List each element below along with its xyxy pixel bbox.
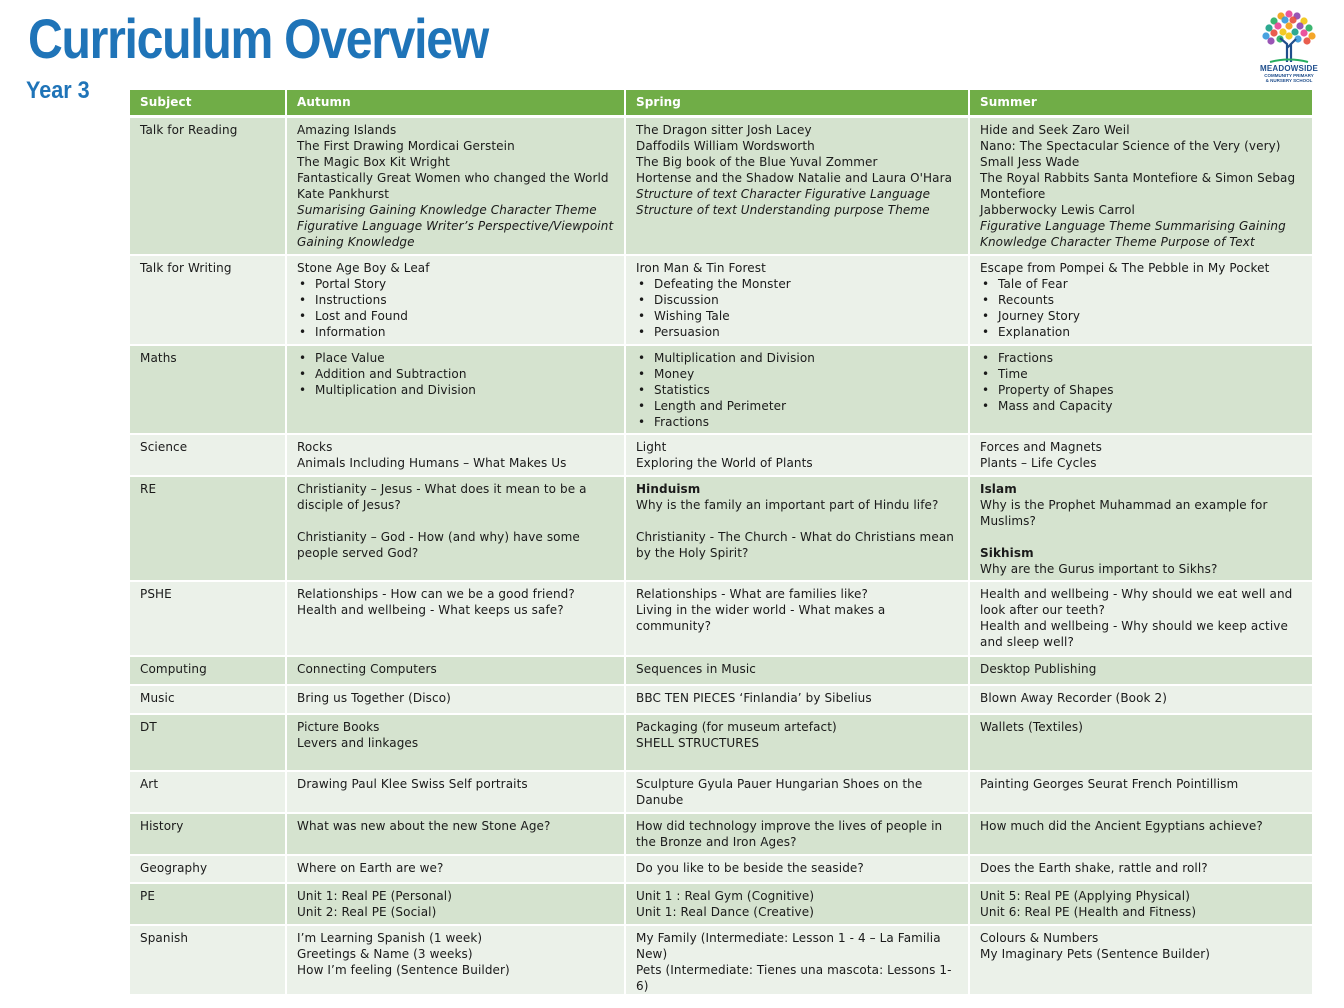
- leaf-dot: [1291, 28, 1298, 35]
- spring-cell: [626, 435, 970, 477]
- subject-cell: DT: [130, 715, 287, 772]
- cell-line: The Big book of the Blue Yuval Zommer: [636, 155, 878, 169]
- list-item: • Length and Perimeter: [636, 398, 959, 414]
- spring-cell: [626, 814, 970, 856]
- cell-line: Greetings & Name (3 weeks): [297, 947, 473, 961]
- cell-line: How did technology improve the lives of people in the Bronze and Iron Ages?: [636, 819, 943, 849]
- list-item: • Persuasion: [636, 324, 959, 340]
- autumn-cell: [287, 346, 626, 435]
- subject-cell: Spanish: [130, 926, 287, 996]
- autumn-cell: [287, 814, 626, 856]
- summer-cell: [970, 118, 1312, 256]
- autumn-cell: [287, 657, 626, 686]
- leaf-dot: [1267, 37, 1274, 44]
- cell-line: Sequences in Music: [636, 662, 756, 676]
- logo-line-2: COMMUNITY PRIMARY: [1264, 73, 1314, 78]
- spacer: [636, 513, 959, 529]
- bullet-list: [297, 276, 615, 340]
- cell-line: Connecting Computers: [297, 662, 437, 676]
- autumn-cell: [287, 256, 626, 346]
- subject-cell: Geography: [130, 856, 287, 884]
- cell-line: Animals Including Humans – What Makes Us: [297, 456, 567, 470]
- cell-line: Hortense and the Shadow Natalie and Laura O'Hara: [636, 171, 953, 185]
- leaf-dot: [1303, 37, 1310, 44]
- list-item: • Explanation: [980, 324, 1303, 340]
- cell-line: Relationships - What are families like?: [636, 587, 868, 601]
- cell-line: Health and wellbeing - What keeps us safe?: [297, 603, 564, 617]
- subject-cell: Talk for Writing: [130, 256, 287, 346]
- header-subject: Subject: [130, 90, 287, 118]
- subject-cell: Music: [130, 686, 287, 715]
- cell-line: Escape from Pompei & The Pebble in My Pocket: [980, 261, 1270, 275]
- cell-line: The Royal Rabbits Santa Montefiore & Simon Sebag Montefiore: [980, 171, 1296, 201]
- leaf-dot: [1289, 16, 1296, 23]
- cell-line: Relationships - How can we be a good friend?: [297, 587, 575, 601]
- list-item: • Portal Story: [297, 276, 615, 292]
- cell-line: The Dragon sitter Josh Lacey: [636, 123, 812, 137]
- list-item: • Addition and Subtraction: [297, 366, 615, 382]
- header-spring: Spring: [626, 90, 970, 118]
- cell-line: SHELL STRUCTURES: [636, 736, 760, 750]
- leaf-dot: [1300, 29, 1307, 36]
- list-item: • Tale of Fear: [980, 276, 1303, 292]
- cell-line: Unit 1: Real PE (Personal): [297, 889, 453, 903]
- cell-line: Fantastically Great Women who changed the World Kate Pankhurst: [297, 171, 609, 201]
- list-item: • Journey Story: [980, 308, 1303, 324]
- list-item: • Time: [980, 366, 1303, 382]
- cell-line: Christianity – God - How (and why) have some people served God?: [297, 530, 580, 560]
- cell-line: Structure of text Character Figurative Language: [636, 187, 931, 201]
- autumn-cell: [287, 926, 626, 996]
- cell-line: Where on Earth are we?: [297, 861, 444, 875]
- spring-cell: [626, 346, 970, 435]
- cell-line: Do you like to be beside the seaside?: [636, 861, 864, 875]
- list-item: • Recounts: [980, 292, 1303, 308]
- cell-line: Wallets (Textiles): [980, 720, 1084, 734]
- subject-cell: PE: [130, 884, 287, 926]
- cell-line: Desktop Publishing: [980, 662, 1097, 676]
- leaf-dot: [1296, 22, 1303, 29]
- cell-line: Nano: The Spectacular Science of the Very (very) Small Jess Wade: [980, 139, 1281, 169]
- summer-cell: [970, 884, 1312, 926]
- cell-line: Christianity - The Church - What do Christians mean by the Holy Spirit?: [636, 530, 954, 560]
- subject-cell: Art: [130, 772, 287, 814]
- spring-cell: [626, 686, 970, 715]
- logo-school-name: MEADOWSIDE: [1260, 64, 1318, 73]
- spring-cell: [626, 926, 970, 996]
- cell-line: Why is the family an important part of Hindu life?: [636, 498, 939, 512]
- cell-line: Health and wellbeing - Why should we keep active and sleep well?: [980, 619, 1288, 649]
- cell-line: How much did the Ancient Egyptians achieve?: [980, 819, 1263, 833]
- cell-line: Stone Age Boy & Leaf: [297, 261, 430, 275]
- summer-cell: [970, 686, 1312, 715]
- subject-cell: RE: [130, 477, 287, 582]
- spring-cell: [626, 118, 970, 256]
- autumn-cell: [287, 118, 626, 256]
- cell-line: Structure of text Understanding purpose Theme: [636, 203, 930, 217]
- cell-line: Sumarising Gaining Knowledge Character Theme Figurative Language Writer’s Perspective/Viewpoint Gaining Knowledge: [297, 203, 614, 249]
- subject-cell: Science: [130, 435, 287, 477]
- summer-cell: [970, 926, 1312, 996]
- bullet-list: [297, 350, 615, 398]
- list-item: • Fractions: [636, 414, 959, 430]
- list-item: • Money: [636, 366, 959, 382]
- list-item: • Information: [297, 324, 615, 340]
- cell-line: Bring us Together (Disco): [297, 691, 451, 705]
- spring-cell: [626, 582, 970, 657]
- cell-line: Unit 5: Real PE (Applying Physical): [980, 889, 1190, 903]
- cell-line: Unit 1: Real Dance (Creative): [636, 905, 814, 919]
- list-item: • Lost and Found: [297, 308, 615, 324]
- cell-line: Sculpture Gyula Pauer Hungarian Shoes on the Danube: [636, 777, 923, 807]
- cell-line: Hide and Seek Zaro Weil: [980, 123, 1130, 137]
- list-item: • Discussion: [636, 292, 959, 308]
- header-summer: Summer: [970, 90, 1312, 118]
- topic-heading: Hinduism: [636, 482, 701, 496]
- cell-line: Christianity – Jesus - What does it mean to be a disciple of Jesus?: [297, 482, 587, 512]
- spring-cell: [626, 856, 970, 884]
- subject-cell: Talk for Reading: [130, 118, 287, 256]
- header-autumn: Autumn: [287, 90, 626, 118]
- autumn-cell: [287, 582, 626, 657]
- school-logo: [1256, 8, 1322, 84]
- leaf-dot: [1270, 29, 1277, 36]
- subject-cell: PSHE: [130, 582, 287, 657]
- leaf-dot: [1285, 32, 1292, 39]
- leaf-dot: [1285, 10, 1292, 17]
- list-item: • Property of Shapes: [980, 382, 1303, 398]
- cell-line: Plants – Life Cycles: [980, 456, 1097, 470]
- autumn-cell: [287, 686, 626, 715]
- list-item: • Defeating the Monster: [636, 276, 959, 292]
- list-item: • Mass and Capacity: [980, 398, 1303, 414]
- summer-cell: [970, 582, 1312, 657]
- leaf-dot: [1285, 22, 1292, 29]
- spring-cell: [626, 657, 970, 686]
- list-item: • Fractions: [980, 350, 1303, 366]
- list-item: • Place Value: [297, 350, 615, 366]
- logo-line-3: & NURSERY SCHOOL: [1265, 78, 1313, 83]
- cell-line: Forces and Magnets: [980, 440, 1102, 454]
- cell-line: What was new about the new Stone Age?: [297, 819, 551, 833]
- autumn-cell: [287, 772, 626, 814]
- autumn-cell: [287, 477, 626, 582]
- spring-cell: [626, 884, 970, 926]
- summer-cell: [970, 477, 1312, 582]
- cell-line: Packaging (for museum artefact): [636, 720, 837, 734]
- bullet-list: [636, 350, 959, 430]
- autumn-cell: [287, 884, 626, 926]
- page-title: Curriculum Overview: [28, 7, 488, 70]
- autumn-cell: [287, 715, 626, 772]
- spring-cell: [626, 256, 970, 346]
- subject-cell: Maths: [130, 346, 287, 435]
- cell-line: Picture Books: [297, 720, 380, 734]
- autumn-cell: [287, 856, 626, 884]
- cell-line: Why are the Gurus important to Sikhs?: [980, 562, 1218, 576]
- cell-line: Daffodils William Wordsworth: [636, 139, 815, 153]
- autumn-cell: [287, 435, 626, 477]
- cell-line: Living in the wider world - What makes a community?: [636, 603, 886, 633]
- summer-cell: [970, 814, 1312, 856]
- curriculum-table: [130, 90, 1312, 1000]
- leaf-dot: [1279, 28, 1286, 35]
- subject-cell: Computing: [130, 657, 287, 686]
- bullet-list: [980, 276, 1303, 340]
- cell-line: My Family (Intermediate: Lesson 1 - 4 – La Familia New): [636, 931, 941, 961]
- leaf-dot: [1281, 16, 1288, 23]
- list-item: • Instructions: [297, 292, 615, 308]
- summer-cell: [970, 715, 1312, 772]
- spacer: [980, 529, 1303, 545]
- cell-line: Rocks: [297, 440, 333, 454]
- list-item: • Multiplication and Division: [297, 382, 615, 398]
- cell-line: Unit 1 : Real Gym (Cognitive): [636, 889, 815, 903]
- cell-line: I’m Learning Spanish (1 week): [297, 931, 483, 945]
- cell-line: Drawing Paul Klee Swiss Self portraits: [297, 777, 528, 791]
- cell-line: BBC TEN PIECES ‘Finlandia’ by Sibelius: [636, 691, 872, 705]
- spring-cell: [626, 715, 970, 772]
- cell-line: Unit 2: Real PE (Social): [297, 905, 437, 919]
- cell-line: The Magic Box Kit Wright: [297, 155, 450, 169]
- summer-cell: [970, 256, 1312, 346]
- topic-heading: Islam: [980, 482, 1017, 496]
- cell-line: Light: [636, 440, 667, 454]
- summer-cell: [970, 346, 1312, 435]
- list-item: • Statistics: [636, 382, 959, 398]
- cell-line: Jabberwocky Lewis Carrol: [980, 203, 1135, 217]
- cell-line: Health and wellbeing - Why should we eat well and look after our teeth?: [980, 587, 1293, 617]
- cell-line: Painting Georges Seurat French Pointillism: [980, 777, 1239, 791]
- summer-cell: [970, 856, 1312, 884]
- spring-cell: [626, 477, 970, 582]
- cell-line: Unit 6: Real PE (Health and Fitness): [980, 905, 1197, 919]
- cell-line: Does the Earth shake, rattle and roll?: [980, 861, 1208, 875]
- cell-line: Amazing Islands: [297, 123, 397, 137]
- leaf-dot: [1274, 22, 1281, 29]
- list-item: • Multiplication and Division: [636, 350, 959, 366]
- tree-icon: [1256, 8, 1322, 64]
- subject-cell: History: [130, 814, 287, 856]
- cell-line: The First Drawing Mordicai Gerstein: [297, 139, 515, 153]
- summer-cell: [970, 657, 1312, 686]
- cell-line: Colours & Numbers: [980, 931, 1099, 945]
- summer-cell: [970, 772, 1312, 814]
- bullet-list: [636, 276, 959, 340]
- cell-line: Why is the Prophet Muhammad an example for Muslims?: [980, 498, 1268, 528]
- topic-heading: Sikhism: [980, 546, 1034, 560]
- list-item: • Wishing Tale: [636, 308, 959, 324]
- cell-line: Exploring the World of Plants: [636, 456, 813, 470]
- spacer: [297, 513, 615, 529]
- cell-line: How I’m feeling (Sentence Builder): [297, 963, 510, 977]
- summer-cell: [970, 435, 1312, 477]
- year-label: Year 3: [26, 77, 90, 104]
- cell-line: Blown Away Recorder (Book 2): [980, 691, 1168, 705]
- cell-line: Pets (Intermediate: Tienes una mascota: Lessons 1-6): [636, 963, 952, 993]
- cell-line: My Imaginary Pets (Sentence Builder): [980, 947, 1211, 961]
- tree-ground: [1270, 60, 1308, 63]
- spring-cell: [626, 772, 970, 814]
- cell-line: Figurative Language Theme Summarising Gaining Knowledge Character Theme Purpose of Text: [980, 219, 1286, 249]
- bullet-list: [980, 350, 1303, 414]
- cell-line: Iron Man & Tin Forest: [636, 261, 766, 275]
- cell-line: Levers and linkages: [297, 736, 419, 750]
